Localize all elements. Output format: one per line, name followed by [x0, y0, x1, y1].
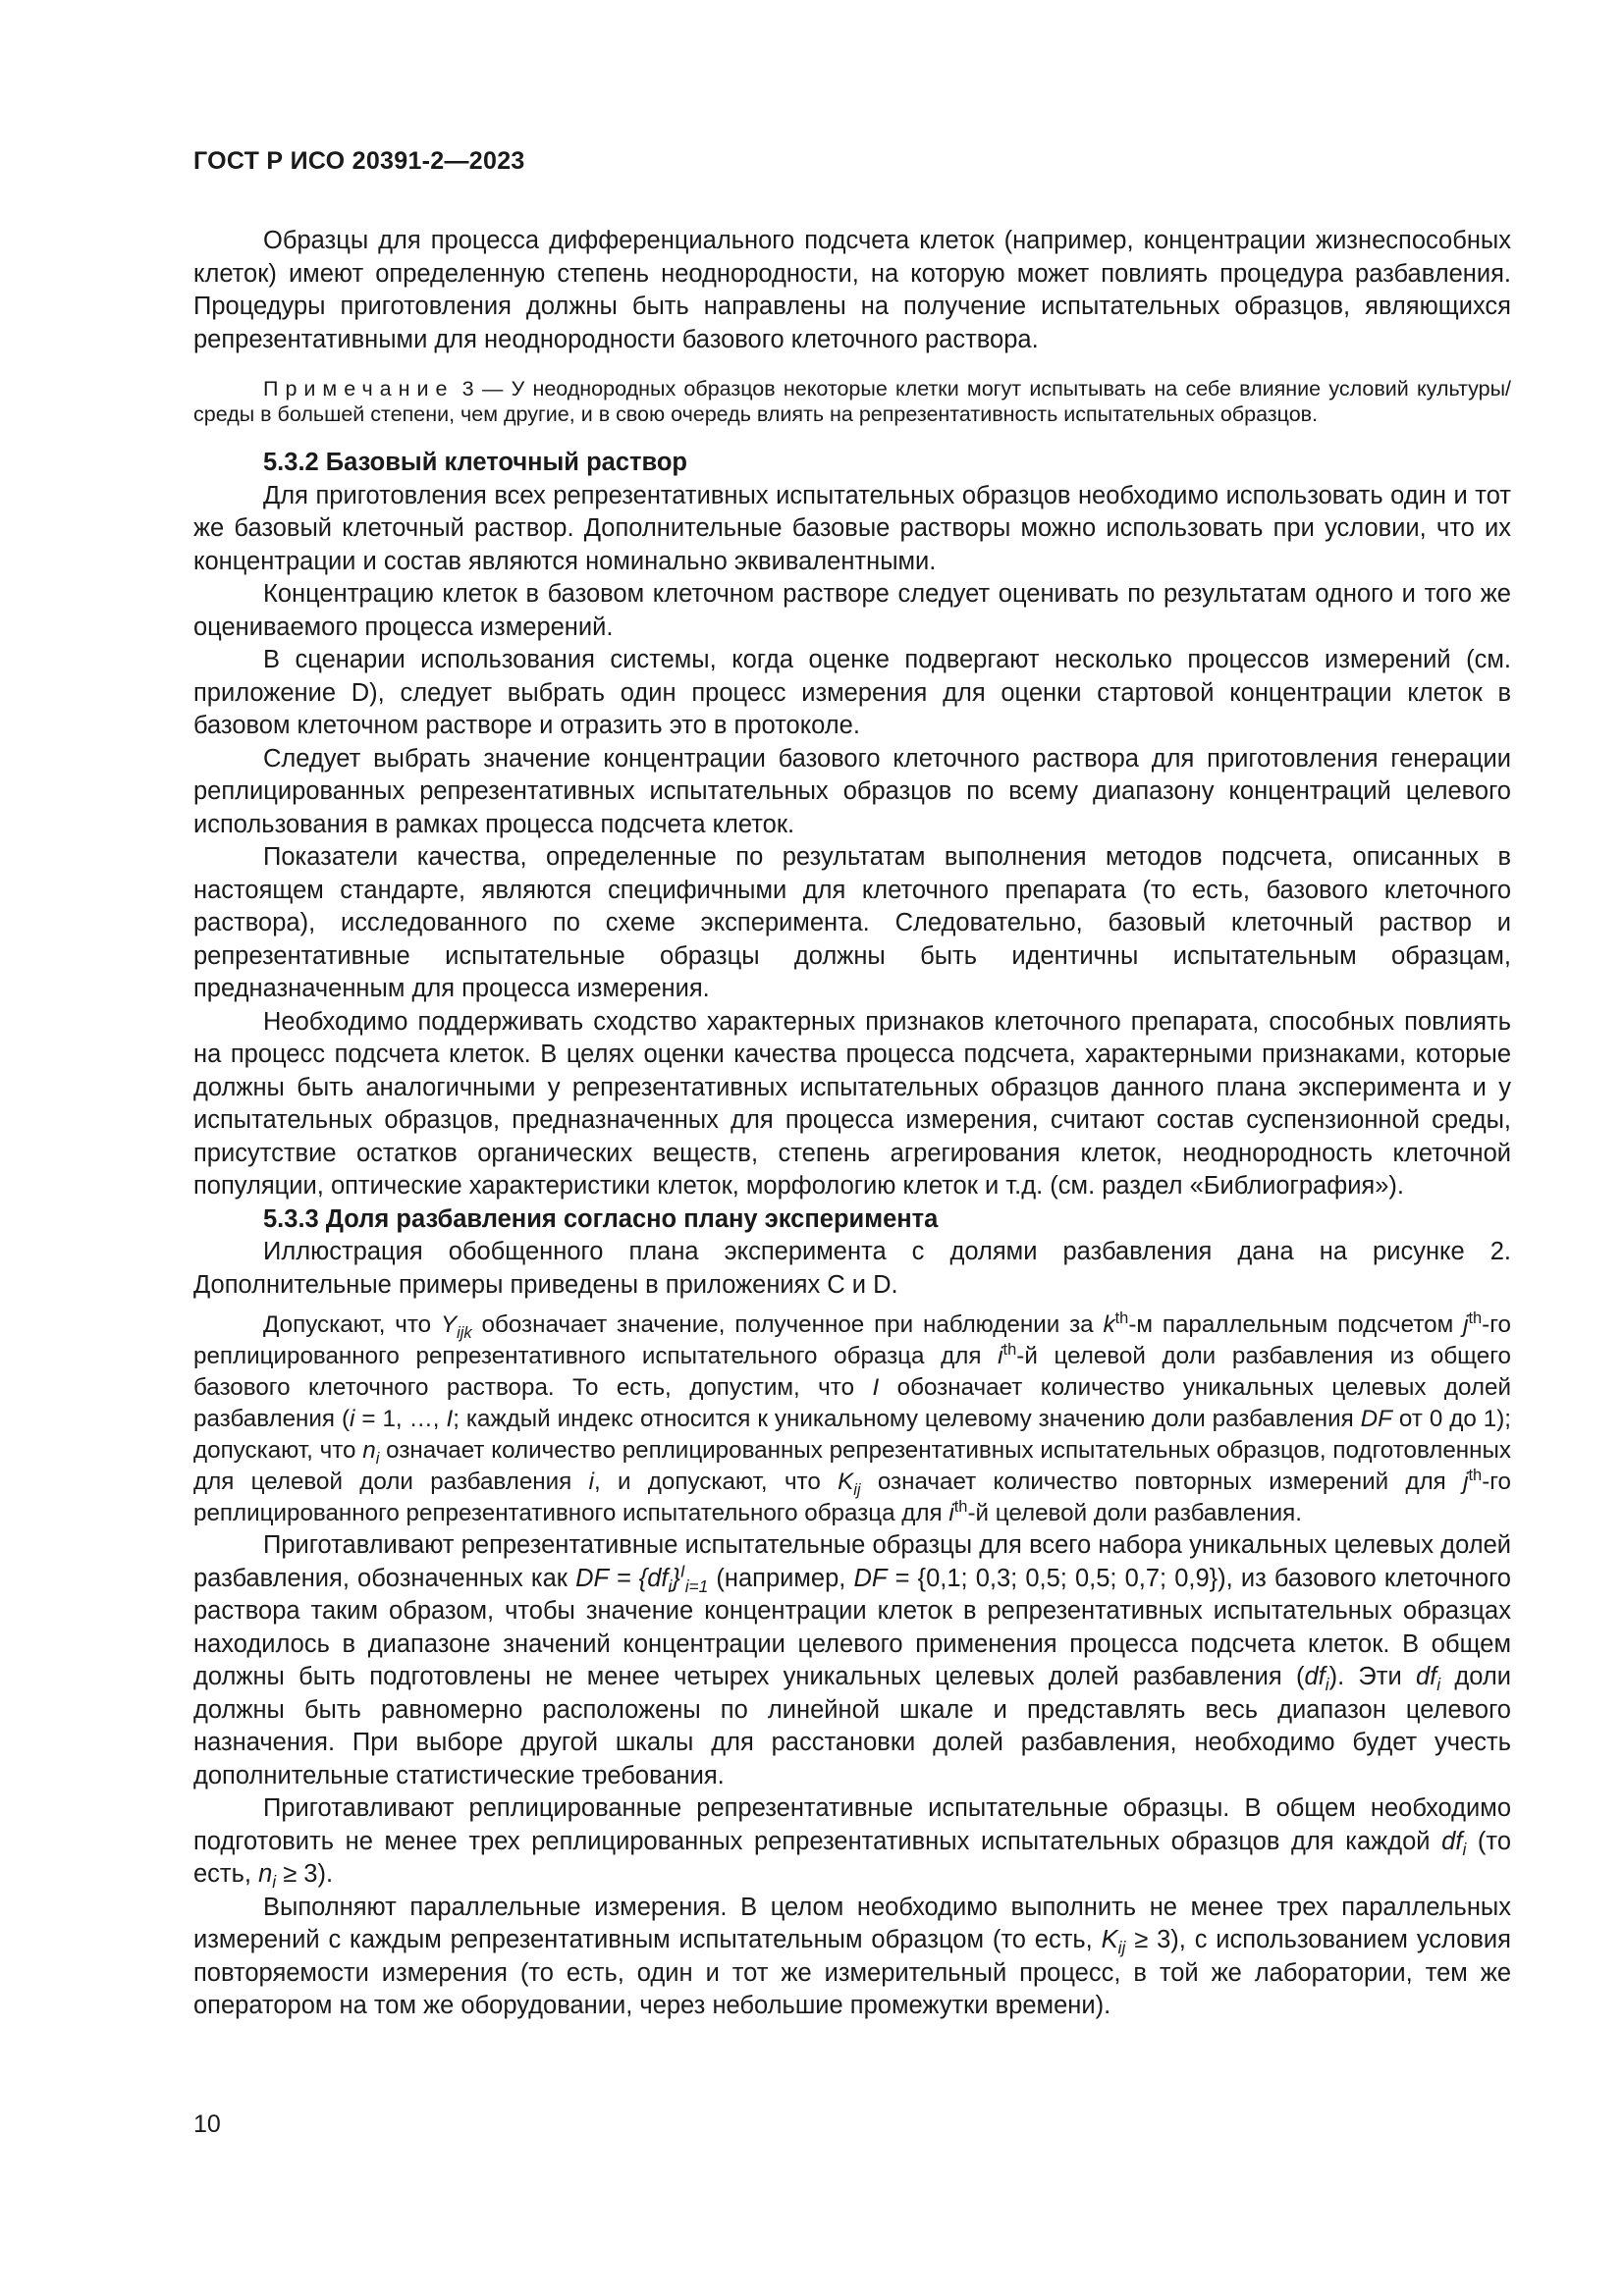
document-body	[193, 225, 1511, 2023]
page-number: 10	[193, 2110, 221, 2138]
paragraph: Иллюстрация обобщенного плана эксперимента с долями разбавления дана на рисунке 2. Дополнительные примеры приведены в приложениях С и D.	[193, 1238, 1511, 1299]
note-label: Примечание	[263, 377, 455, 400]
paragraph: Для приготовления всех репрезентативных испытательных образцов необходимо использовать один и тот же базовый клеточный раствор. Дополнительные базовые растворы можно использовать при условии, что их концентрации и состав являются номинально эквивалентными.	[193, 481, 1511, 575]
paragraph: Необходимо поддерживать сходство характерных признаков клеточного препарата, способных повлиять на процесс подсчета клеток. В целях оценки качества процесса подсчета, характерными признаками, которые должны быть аналогичными у репрезентативных испытательных образцов данного плана эксперимента и у испытательных образцов, предназначенных для процесса измерения, считают состав суспензионной среды, присутствие остатков органических веществ, степень агрегирования клеток, неоднородность клеточной популяции, оптические характеристики клеток, морфологию клеток и т.д. (см. раздел «Библиография»).	[193, 1007, 1511, 1200]
paragraph: Концентрацию клеток в базовом клеточном растворе следует оценивать по результатам одного и того же оцениваемого процесса измерений.	[193, 580, 1511, 641]
replicates-paragraph: Приготавливают реплицированные репрезентативные испытательные образцы. В общем необходимо подготовить не менее трех реплицированных репрезентативных испытательных образцов для каждой $df_i$ (то есть, $n_i \ge 3$).	[193, 1794, 1512, 1893]
note-text: 3 — У неоднородных образцов некоторые клетки могут испытывать на себе влияние условий культуры/среды в большей степени, чем другие, и в свою очередь влиять на репрезентативность испытательных образцов.	[193, 377, 1511, 426]
paragraph: Следует выбрать значение концентрации базового клеточного раствора для приготовления генерации реплицированных репрезентативных испытательных образцов по всему диапазону концентраций целевого использования в рамках процесса подсчета клеток.	[193, 744, 1511, 838]
dilution-paragraph: Приготавливают репрезентативные испытательные образцы для всего набора уникальных целевых долей разбавления, обозначенных как DF = $\{df_i\}^I_{i=1}$ (например, DF = {0,1; 0,3; 0,5; 0,5; 0,7; 0,9}), из базового клеточного раствора таким образом, чтобы значение концентрации клеток в репрезентативных испытательных образцах находилось в диапазоне значений концентрации целевого применения процесса подсчета клеток. В общем должны быть подготовлены не менее четырех уникальных целевых долей разбавления $(df_i)$. Эти $df_i$ доли должны быть равномерно расположены по линейной шкале и представлять весь диапазон целевого назначения. При выборе другой шкалы для расстановки долей разбавления, необходимо будет учесть дополнительные статистические требования.	[193, 1531, 1511, 1789]
document-page	[193, 147, 1511, 2023]
paragraph: Показатели качества, определенные по результатам выполнения методов подсчета, описанных в настоящем стандарте, являются специфичными для клеточного препарата (то есть, базового клеточного раствора), исследованного по схеме эксперимента. Следовательно, базовый клеточный раствор и репрезентативные испытательные образцы должны быть идентичны испытательным образцам, предназначенным для процесса измерения.	[193, 843, 1511, 1002]
definitions-paragraph: Допускают, что $Y_{ijk}$ обозначает значение, полученное при наблюдении за $k^{th}-м$ параллельным подсчетом $j^{th}-го$ реплицированного репрезентативного испытательного образца для $i^{th}-й$ целевой доли разбавления из общего базового клеточного раствора. То есть, допустим, что I обозначает количество уникальных целевых долей разбавления (i = 1, …, I; каждый индекс относится к уникальному целевому значению доли разбавления DF от 0 до 1); допускают, что $n_i$ означает количество реплицированных репрезентативных испытательных образцов, подготовленных для целевой доли разбавления i, и допускают, что $K_{ij}$ означает количество повторных измерений для $j^{th}-го$ реплицированного репрезентативного испытательного образца для $i^{th}-й$ целевой доли разбавления.	[193, 1308, 1512, 1526]
parallel-measurements-paragraph: Выполняют параллельные измерения. В целом необходимо выполнить не менее трех параллельных измерений с каждым репрезентативным испытательным образцом (то есть, $K_{ij} \ge 3$), с использованием условия повторяемости измерения (то есть, один и тот же измерительный процесс, в той же лаборатории, тем же оператором на том же оборудовании, через небольшие промежутки времени).	[193, 1893, 1511, 2019]
paragraph: В сценарии использования системы, когда оценке подвергают несколько процессов измерений (см. приложение D), следует выбрать один процесс измерения для оценки стартовой концентрации клеток в базовом клеточном растворе и отразить это в протоколе.	[193, 646, 1511, 739]
intro-paragraph: Образцы для процесса дифференциального подсчета клеток (например, концентрации жизнеспособных клеток) имеют определенную степень неоднородности, на которую может повлиять процедура разбавления. Процедуры приготовления должны быть направлены на получение испытательных образцов, являющихся репрезентативными для неоднородности базового клеточного раствора.	[193, 227, 1511, 353]
document-header: ГОСТ Р ИСО 20391-2—2023	[193, 147, 525, 175]
section-heading-5-3-2: 5.3.2 Базовый клеточный раствор	[263, 449, 687, 476]
section-heading-5-3-3: 5.3.3 Доля разбавления согласно плану эксперимента	[263, 1204, 939, 1233]
note-3	[193, 376, 1511, 427]
